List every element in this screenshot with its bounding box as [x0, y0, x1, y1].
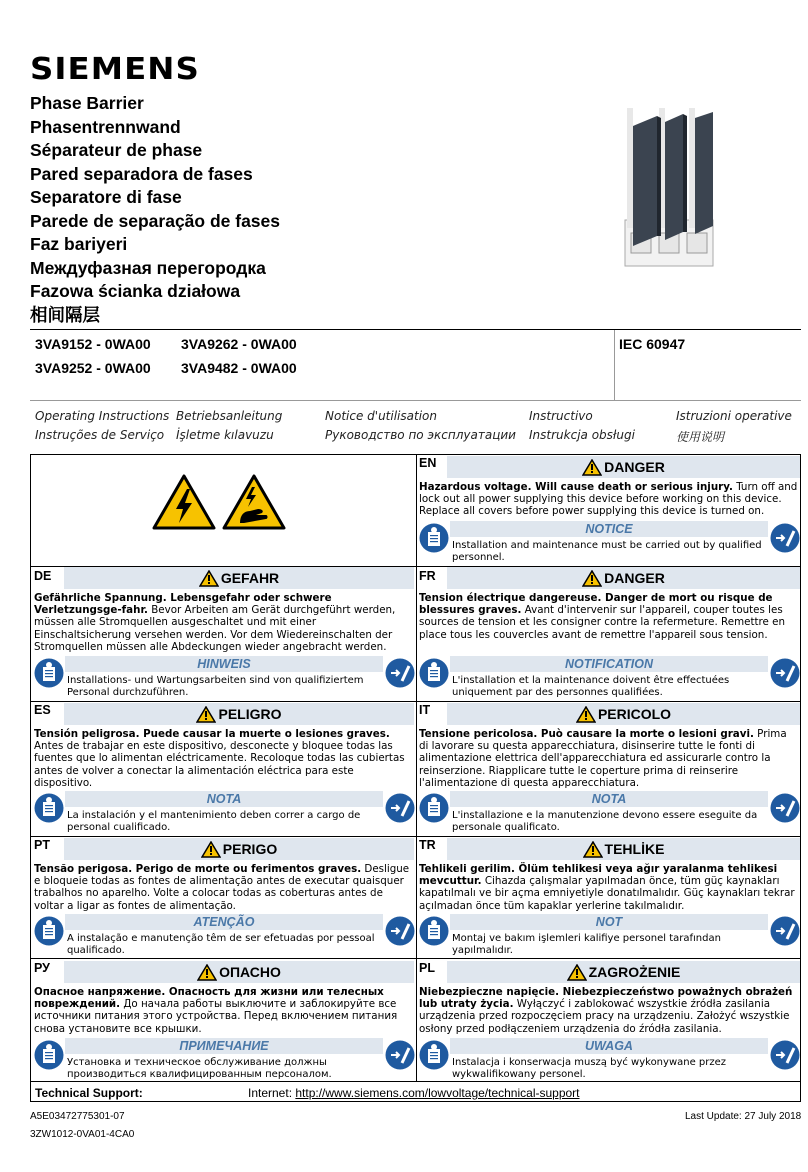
title-tr: Faz bariyeri [30, 234, 128, 254]
model-number: 3VA9252 - 0WA00 [35, 360, 151, 376]
read-manual-icon [34, 793, 64, 823]
read-manual-icon [419, 1040, 449, 1070]
signal-word: ОПАСНО [219, 964, 281, 980]
model-number: 3VA9152 - 0WA00 [35, 336, 151, 352]
warning-bold: Tensione pericolosa. Può causare la morte o lesioni gravi. [419, 728, 754, 740]
danger-header-fr [447, 567, 800, 589]
warning-triangle-icon [576, 706, 596, 723]
qualified-personnel-icon [385, 1040, 415, 1070]
title-es: Pared separadora de fases [30, 163, 253, 184]
lang-code-ru: РУ [34, 961, 50, 975]
warning-body: Bevor Arbeiten am Gerät durchgeführt werden, müssen alle Stromquellen ausgeschaltet und mit einer Einschaltsicherung versehen werden. Vor dem Wiedereinschalten der Stromquellen müssen alle Abdeckungen wieder angebracht werden. [34, 604, 396, 653]
warning-triangle-icon [582, 459, 602, 476]
warning-bold: Hazardous voltage. Will cause death or serious injury. [419, 481, 733, 493]
title-de: Phasentrennwand [30, 116, 181, 137]
manual-title-zh: 使用说明 [676, 430, 725, 444]
signal-word: ZAGROŻENIE [588, 964, 681, 980]
manual-title-tr: İşletme kılavuzu [176, 428, 274, 442]
notice-header-pl: UWAGA [450, 1038, 768, 1054]
manual-title-it: Istruzioni operative [676, 409, 792, 423]
signal-word: TEHLİKE [604, 841, 665, 857]
divider [30, 400, 801, 401]
lang-code-pt: PT [34, 838, 50, 852]
read-manual-icon [34, 658, 64, 688]
danger-header-de [64, 567, 414, 589]
siemens-logo: SIEMENS [30, 52, 200, 87]
notice-header-pt: ATENÇÃO [65, 914, 383, 930]
notice-text-pl: Instalacja i konserwacja muszą być wykonywane przez wykwalifikowany personel. [452, 1057, 727, 1080]
danger-header-en [447, 456, 800, 478]
lang-code-fr: FR [419, 569, 436, 583]
phase-barrier-product-image [623, 108, 715, 268]
manual-title-de: Betriebsanleitung [176, 409, 283, 423]
warning-body: До начала работы выключите и заблокируйте все источники питания этого устройства. Перед включением питания снова установите все крышки. [34, 998, 398, 1035]
model-number: 3VA9262 - 0WA00 [181, 336, 297, 352]
notice-header-en: NOTICE [450, 521, 768, 537]
danger-header-tr [447, 838, 800, 860]
qualified-personnel-icon [770, 658, 800, 688]
divider [614, 330, 615, 400]
title-en: Phase Barrier [30, 93, 144, 113]
warning-bold: Tensión peligrosa. Puede causar la muerte o lesiones graves. [34, 728, 390, 740]
notice-text-it: L'installazione e la manutenzione devono essere eseguite da personale qualificato. [452, 810, 758, 833]
notice-header-tr: NOT [450, 914, 768, 930]
manual-title-fr: Notice d'utilisation [325, 409, 437, 423]
signal-word: DANGER [604, 570, 665, 586]
warning-text-fr [419, 592, 799, 641]
notice-text-ru: Установка и техническое обслуживание должны производиться квалифицированным персоналом. [67, 1057, 332, 1080]
warning-triangle-icon [201, 841, 221, 858]
signal-word: PELIGRO [218, 706, 282, 722]
warning-triangle-icon [567, 964, 587, 981]
title-ru: Междуфазная перегородка [30, 257, 266, 278]
notice-header-fr: NOTIFICATION [450, 656, 768, 672]
warning-text-it [419, 728, 799, 789]
warning-bold: Tension électrique dangereuse. Danger de mort ou risque de blessures graves. [419, 592, 773, 617]
qualified-personnel-icon [385, 916, 415, 946]
title-list [30, 92, 280, 327]
last-update: Last Update: 27 July 2018 [685, 1111, 802, 1122]
warning-body: Desligue e bloqueie todas as fontes de alimentação antes de executar quaisquer trabalhos no aparelho. Volte a colocar todas as coberturas antes de voltar a ligar as fontes de alimentação. [34, 863, 410, 912]
read-manual-icon [419, 523, 449, 553]
support-internet [248, 1086, 580, 1100]
grid-divider [416, 455, 417, 1081]
warning-body: Cihazda çalışmalar yapılmadan önce, tüm güç kaynakları kapatılmalı ve bir açma emniyetiyle donatılmalıdır. Güç kaynakları tekrar açılmadan önce tüm kapaklar yerlerine takılmalıdır. [419, 875, 795, 912]
signal-word: DANGER [604, 459, 665, 475]
high-voltage-warning-icon [152, 473, 216, 531]
read-manual-icon [419, 916, 449, 946]
read-manual-icon [419, 658, 449, 688]
qualified-personnel-icon [770, 523, 800, 553]
title-pt: Parede de separação de fases [30, 210, 281, 231]
warning-bold: Tehlikeli gerilim. Ölüm tehlikesi veya ağır yaralanma tehlikesi mevcuttur. [419, 863, 778, 888]
notice-text-es: La instalación y el mantenimiento deben correr a cargo de personal cualificado. [67, 810, 361, 833]
title-fr: Séparateur de phase [30, 140, 203, 160]
qualified-personnel-icon [385, 793, 415, 823]
notice-header-de: HINWEIS [65, 656, 383, 672]
notice-text-fr: L'installation et la maintenance doivent être effectuées uniquement par des personnes qualifiées. [452, 675, 730, 698]
signal-word: GEFAHR [220, 570, 280, 586]
read-manual-icon [34, 1040, 64, 1070]
warning-bold: Gefährliche Spannung. Lebensgefahr oder schwere Verletzungsge-fahr. [34, 592, 332, 617]
lang-code-en: EN [419, 456, 437, 470]
notice-text-de: Installations- und Wartungsarbeiten sind von qualifiziertem Personal durchzuführen. [67, 675, 364, 698]
warning-body: Antes de trabajar en este dispositivo, desconecte y bloquee todas las fuentes que lo alimentan eléctricamente. Recoloque todas las cubiertas antes de volver a conectar la alimentación eléctrica para este dispositivo. [34, 740, 405, 789]
danger-header-it [447, 703, 800, 725]
lang-code-it: IT [419, 703, 431, 717]
warning-bold: Опасное напряжение. Опасность для жизни или телесных повреждений. [34, 986, 384, 1011]
manual-title-en: Operating Instructions [35, 409, 170, 423]
warning-text-en [419, 481, 799, 518]
warning-text-es [34, 728, 414, 789]
notice-header-ru: ПРИМЕЧАНИЕ [65, 1038, 383, 1054]
warning-body: Prima di lavorare su questa apparecchiatura, disinserire tutte le fonti di alimentazione elettrica dell'apparecchiatura ed assicurarle contro la reinserzione. Riapplicare tutte le coperture prima di reinserire l'alimentazione di questa apparecchiatura. [419, 728, 787, 789]
support-link[interactable]: http://www.siemens.com/lowvoltage/technical-support [295, 1086, 580, 1100]
doc-id: A5E03472775301-07 [30, 1111, 125, 1122]
manual-title-es: Instructivo [529, 409, 593, 423]
notice-text-en: Installation and maintenance must be carried out by qualified personnel. [452, 540, 762, 563]
title-zh: 相间隔层 [30, 304, 100, 325]
warning-bold: Niebezpieczne napięcie. Niebezpieczeństwo poważnych obrażeń lub utraty życia. [419, 986, 793, 1011]
qualified-personnel-icon [770, 793, 800, 823]
danger-header-pl [447, 961, 800, 983]
grid-divider [31, 701, 800, 702]
warning-text-ru [34, 986, 414, 1035]
read-manual-icon [34, 916, 64, 946]
warning-text-de [34, 592, 414, 653]
title-it: Separatore di fase [30, 187, 182, 207]
notice-text-pt: A instalação e manutenção têm de ser efetuadas por pessoal qualificado. [67, 933, 375, 956]
notice-text-tr: Montaj ve bakım işlemleri kalifiye personel tarafından yapılmalıdır. [452, 933, 721, 956]
lang-code-de: DE [34, 569, 52, 583]
lang-code-tr: TR [419, 838, 436, 852]
warning-body: Wyłączyć i zablokować wszystkie źródła zasilania urządzenia przed rozpoczęciem pracy na urządzeniu. Założyć wszystkie osłony przed podłączeniem urządzenia do źródła zasilania. [419, 998, 790, 1035]
warning-text-tr [419, 863, 799, 912]
model-number: 3VA9482 - 0WA00 [181, 360, 297, 376]
warning-text-pl [419, 986, 799, 1035]
warning-body: Avant d'intervenir sur l'appareil, couper toutes les sources de tension et les consigner contre la refermeture. Remettre en place tous les couvercles avant de remettre l'appareil sous tension. [419, 604, 785, 641]
warning-body: Turn off and lock out all power supplying this device before working on this device. Replace all covers before power supplying this device is turned on. [419, 481, 798, 518]
read-manual-icon [419, 793, 449, 823]
warning-text-pt [34, 863, 414, 912]
warning-triangle-icon [199, 570, 219, 587]
warning-triangle-icon [197, 964, 217, 981]
standard-label: IEC 60947 [619, 336, 686, 352]
signal-word: PERIGO [222, 841, 278, 857]
warning-triangle-icon [583, 841, 603, 858]
divider [30, 329, 801, 330]
notice-header-it: NOTA [450, 791, 768, 807]
notice-header-es: NOTA [65, 791, 383, 807]
danger-header-es [64, 703, 414, 725]
internet-label: Internet: [248, 1086, 293, 1100]
grid-divider [31, 958, 800, 959]
title-pl: Fazowa ścianka działowa [30, 281, 241, 301]
signal-word: PERICOLO [597, 706, 672, 722]
warning-triangle-icon [582, 570, 602, 587]
warning-bold: Tensão perigosa. Perigo de morte ou ferimentos graves. [34, 863, 362, 875]
part-number: 3ZW1012-0VA01-4CA0 [30, 1129, 135, 1140]
manual-title-ru: Руководство по эксплуатации [325, 428, 516, 442]
manual-title-pl: Instrukcja obsługi [529, 428, 635, 442]
grid-divider [31, 836, 800, 837]
warning-triangle-icon [196, 706, 216, 723]
lang-code-pl: PL [419, 961, 435, 975]
qualified-personnel-icon [770, 1040, 800, 1070]
lang-code-es: ES [34, 703, 51, 717]
qualified-personnel-icon [385, 658, 415, 688]
danger-header-pt [64, 838, 414, 860]
danger-header-ru [64, 961, 414, 983]
electric-shock-hand-warning-icon [222, 473, 286, 531]
qualified-personnel-icon [770, 916, 800, 946]
support-label: Technical Support: [35, 1086, 143, 1100]
manual-title-pt: Instruções de Serviço [35, 428, 165, 442]
